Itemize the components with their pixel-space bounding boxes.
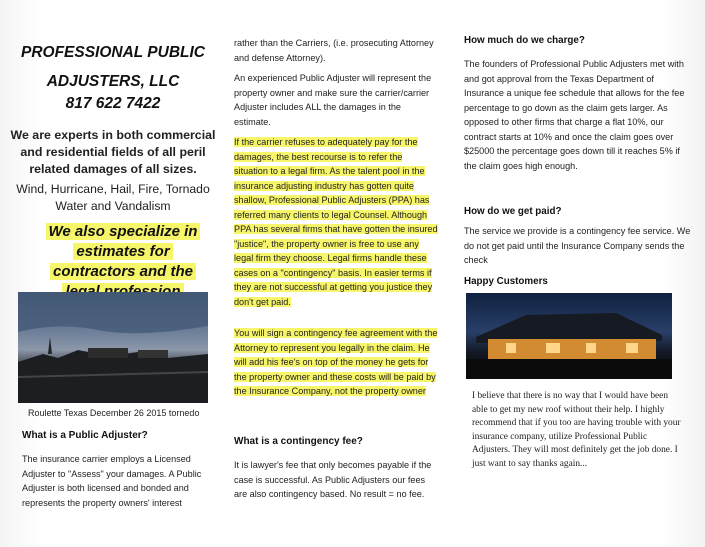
- contingency-fee-heading: What is a contingency fee?: [234, 436, 363, 447]
- fee-agreement-highlight: You will sign a contingency fee agreement with the Attorney to represent you legally in the claim. He will add his fee's on top of the money he gets for the property owner and these costs will be paid by the Insurance Company, not the property owner: [234, 328, 438, 396]
- company-name-line2: ADJUSTERS, LLC: [46, 73, 180, 90]
- continuation-text: rather than the Carriers, (i.e. prosecuting Attorney and defense Attorney).: [234, 38, 434, 63]
- customer-testimonial: I believe that there is no way that I would have been able to get my new roof without their help. I highly recommend that if you too are having trouble with your insurance company, utilize Professional Public Adjusters. They will most definitely get the job done. I just want to say thanks again...: [472, 391, 681, 469]
- carrier-refuses-paragraph: [234, 135, 438, 309]
- house-photo-image: [466, 293, 672, 379]
- public-adjuster-heading: What is a Public Adjuster?: [22, 430, 148, 441]
- company-name: [8, 38, 218, 96]
- happy-customers-heading: Happy Customers: [464, 276, 548, 287]
- contingency-fee-text: It is lawyer's fee that only becomes payable if the case is successful. As Public Adjusters our fees are also contingency based. No result = no fee.: [234, 460, 432, 499]
- paid-text: The service we provide is a contingency fee service. We do not get paid until the Insurance Company sends the check: [464, 226, 691, 265]
- tornado-photo-image: [18, 292, 208, 403]
- experienced-adjuster-text: An experienced Public Adjuster will represent the property owner and make sure the carrier/carrier Adjuster includes ALL the damages in the estimate.: [234, 73, 432, 127]
- paid-heading: How do we get paid?: [464, 206, 562, 217]
- charge-heading: How much do we charge?: [464, 35, 585, 46]
- charge-text: The founders of Professional Public Adjusters met with and got approval from the Texas Department of Insurance a unique fee schedule that allows for the fee percentage to go down as the claim gets larger. As opposed to other firms that charge a flat 10%, our contract starts at 10% and once the claim goes over $25000 the percentage goes down till it reaches 5% if the claim goes high enough.: [464, 59, 685, 171]
- specialize-statement: [38, 222, 208, 302]
- perils-list: Wind, Hurricane, Hail, Fire, Tornado Water and Vandalism: [16, 182, 210, 213]
- public-adjuster-text: The insurance carrier employs a Licensed Adjuster to "Assess" your damages. A Public Adjuster is both licensed and bonded and represents the property owners' interest: [22, 454, 202, 508]
- company-name-line1: PROFESSIONAL PUBLIC: [20, 44, 205, 61]
- phone-number: 817 622 7422: [65, 95, 161, 112]
- fee-agreement-paragraph: [234, 326, 438, 399]
- photo-caption: Roulette Texas December 26 2015 tornedo: [28, 408, 200, 418]
- tornado-photo: [18, 292, 208, 403]
- carrier-refuses-highlight: If the carrier refuses to adequately pay for the damages, the best recourse is to refer the situation to a legal firm. As the talent pool in the insurance adjusting industry has gotten quite shallow, Professional Public Adjusters (PPA) has referred many clients to legal Counsel. Although PPA has several firms that have gotten the insured "justice", the property owner is free to use any legal firm they choose. Legal firms handle these cases on a "contingency" basis. In easier terms if they are not successful at getting you justice they don't get paid.: [234, 137, 438, 307]
- house-photo: [466, 293, 672, 379]
- expertise-statement: We are experts in both commercial and residential fields of all peril related damages of all sizes.: [10, 128, 216, 176]
- specialize-highlight: We also specialize in estimates for contractors and the: [46, 223, 201, 300]
